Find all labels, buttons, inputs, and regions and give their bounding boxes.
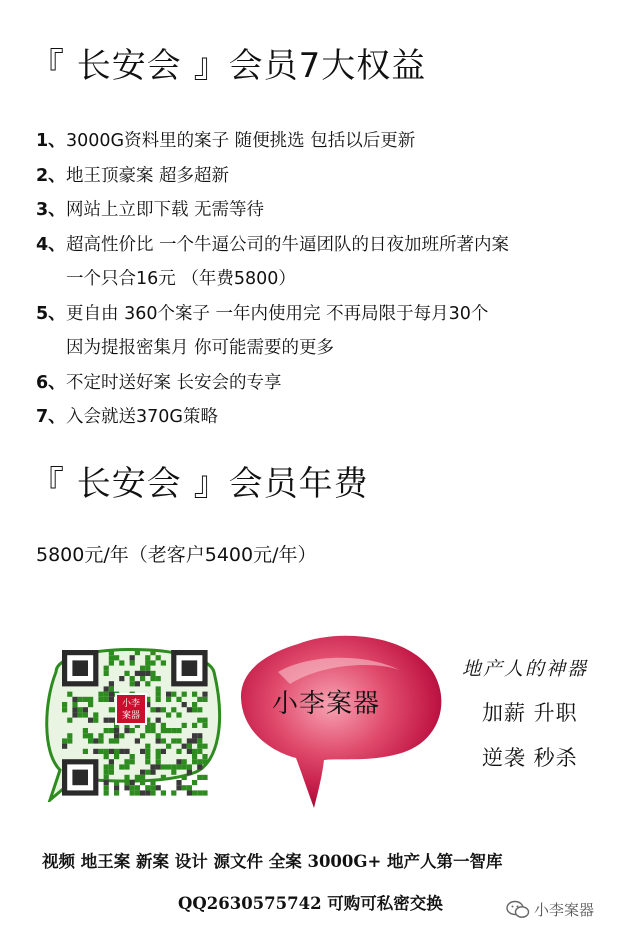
benefit-item <box>36 124 626 159</box>
benefit-number: 1、 <box>36 131 66 151</box>
qr-badge-line1: 小李 <box>121 699 140 709</box>
benefit-text: 一个只合16元 （年费5800） <box>66 269 296 289</box>
benefit-text: 更自由 360个案子 一年内使用完 不再局限于每月30个 <box>66 303 489 324</box>
benefit-number: 7、 <box>36 407 66 427</box>
brand-logo-text: 小李案器 <box>272 689 381 719</box>
benefit-item <box>36 228 626 263</box>
watermark-text: 小李案器 <box>534 901 595 919</box>
benefit-item <box>36 366 626 401</box>
benefit-text: 因为提报密集月 你可能需要的更多 <box>66 338 335 358</box>
benefit-item <box>36 400 626 435</box>
benefit-text: 网站上立即下载 无需等待 <box>66 200 265 220</box>
benefit-item <box>36 331 626 366</box>
benefit-text: 3000G资料里的案子 随便挑选 包括以后更新 <box>66 131 416 151</box>
benefit-text: 超高性价比 一个牛逼公司的牛逼团队的日夜加班所著内案 <box>66 234 510 255</box>
benefit-text: 地王顶豪案 超多超新 <box>66 165 230 186</box>
qr-logo-badge <box>115 693 147 725</box>
tagline: 地产人的神器 <box>462 658 589 680</box>
watercolor-bubble <box>238 632 450 812</box>
slogan-line-2: 逆袭 秒杀 <box>482 746 578 770</box>
benefit-item <box>36 159 626 194</box>
benefit-number: 5、 <box>36 303 66 324</box>
features-line: 视频 地王案 新案 设计 源文件 全案 3000G+ 地产人第一智库 <box>42 852 503 871</box>
benefit-item <box>36 193 626 228</box>
wechat-watermark <box>506 899 594 920</box>
fee-text: 5800元/年（老客户5400元/年） <box>36 544 317 566</box>
benefit-text: 不定时送好案 长安会的专享 <box>66 372 282 393</box>
benefits-list <box>36 124 626 435</box>
slogan-line-1: 加薪 升职 <box>482 701 578 725</box>
benefit-number: 3、 <box>36 200 66 220</box>
contact-line: QQ2630575742 可购可私密交换 <box>178 894 443 913</box>
qr-badge-line2: 案器 <box>121 711 140 721</box>
wechat-icon <box>506 900 530 920</box>
benefit-number: 2、 <box>36 165 66 186</box>
benefit-text: 入会就送370G策略 <box>66 407 218 427</box>
benefits-title: 『 长安会 』会员7大权益 <box>30 46 427 86</box>
benefit-number: 4、 <box>36 234 66 255</box>
benefit-item <box>36 297 626 332</box>
fee-title: 『 长安会 』会员年费 <box>30 464 369 504</box>
benefit-number: 6、 <box>36 372 66 393</box>
benefit-item <box>36 262 626 297</box>
